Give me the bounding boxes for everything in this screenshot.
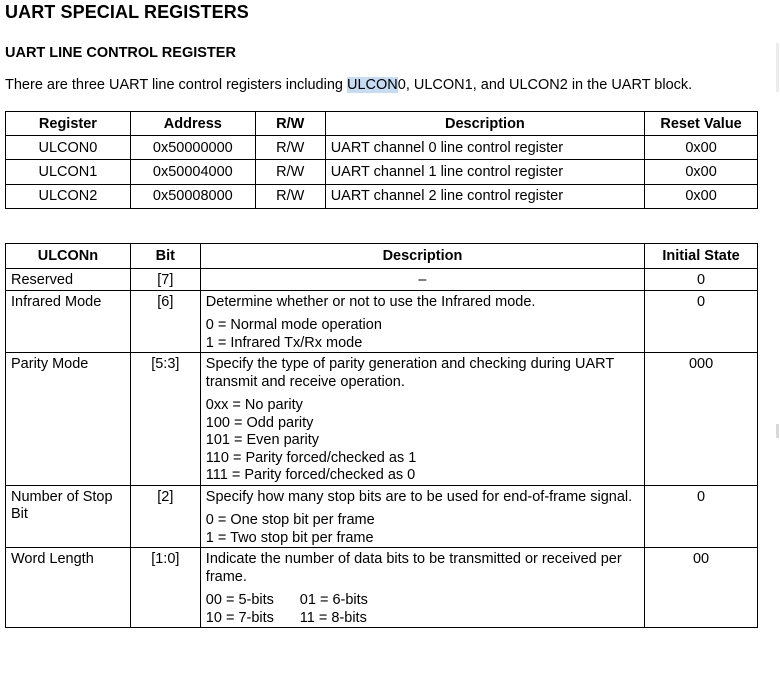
cell-description: UART channel 2 line control register — [325, 184, 644, 208]
section-title: UART LINE CONTROL REGISTER — [5, 45, 236, 61]
option-item: 01 = 6-bits — [299, 592, 368, 608]
cell-initial-state: 0 — [645, 290, 758, 353]
table-row — [6, 136, 758, 160]
header-rw: R/W — [255, 112, 325, 136]
cell-initial-state: 0 — [645, 269, 758, 291]
header-reset-value: Reset Value — [645, 112, 758, 136]
option-item: 111 = Parity forced/checked as 0 — [205, 467, 416, 483]
header-bit: Bit — [130, 244, 200, 269]
option-item: 100 = Odd parity — [205, 414, 314, 431]
header-initial-state: Initial State — [645, 244, 758, 269]
cell-bit: [2] — [130, 485, 200, 548]
cell-rw: R/W — [255, 160, 325, 184]
cell-reset-value: 0x00 — [645, 136, 758, 160]
table-row — [6, 184, 758, 208]
bit-field-table — [5, 243, 758, 628]
option-list — [206, 512, 639, 547]
cell-description: UART channel 1 line control register — [325, 160, 644, 184]
description-text: Specify how many stop bits are to be used for end-of-frame signal. — [205, 488, 633, 505]
option-item: 10 = 7-bits — [205, 609, 274, 626]
cell-field-name: Word Length — [6, 548, 131, 628]
option-item: 11 = 8-bits — [299, 609, 367, 626]
table-row — [6, 269, 758, 291]
option-item: 110 = Parity forced/checked as 1 — [205, 449, 417, 466]
cell-bit: [5:3] — [130, 353, 200, 486]
option-item: 00 = 5-bits — [205, 592, 274, 608]
cell-description — [200, 548, 644, 628]
cell-register: ULCON2 — [6, 184, 131, 208]
cell-bit: [1:0] — [130, 548, 200, 628]
description-text: Specify the type of parity generation and checking during UART transmit and receive operation. — [205, 356, 614, 390]
cell-description — [200, 485, 644, 548]
cell-register: ULCON0 — [6, 136, 131, 160]
table-row — [6, 353, 758, 486]
intro-paragraph — [5, 77, 692, 93]
cell-address: 0x50000000 — [130, 136, 255, 160]
cell-field-name: Parity Mode — [6, 353, 131, 486]
cell-description — [200, 290, 644, 353]
cell-reset-value: 0x00 — [645, 160, 758, 184]
option-list — [206, 317, 639, 352]
cell-address: 0x50008000 — [130, 184, 255, 208]
option-grid — [206, 592, 639, 627]
cell-field-name: Reserved — [6, 269, 131, 291]
table-row — [6, 485, 758, 548]
cell-description — [200, 353, 644, 486]
cell-rw: R/W — [255, 184, 325, 208]
description-text: Determine whether or not to use the Infrared mode. — [205, 293, 536, 310]
option-item: 0 = Normal mode operation — [205, 317, 382, 333]
table-row — [6, 290, 758, 353]
header-description: Description — [325, 112, 644, 136]
cell-field-name: Number of Stop Bit — [6, 485, 131, 548]
bit-table-header — [6, 244, 758, 269]
cell-description: UART channel 0 line control register — [325, 136, 644, 160]
cell-initial-state: 000 — [645, 353, 758, 486]
intro-text-after: 0, ULCON1, and ULCON2 in the UART block. — [397, 77, 693, 93]
search-highlight: ULCON — [347, 77, 398, 93]
register-table — [5, 111, 758, 209]
page-title: UART SPECIAL REGISTERS — [5, 2, 249, 22]
option-item: 0 = One stop bit per frame — [205, 512, 375, 528]
option-item: 0xx = No parity — [205, 397, 303, 413]
header-ulconn: ULCONn — [6, 244, 131, 269]
header-address: Address — [130, 112, 255, 136]
intro-text-before: There are three UART line control registers including — [5, 77, 347, 93]
header-description: Description — [200, 244, 644, 269]
cell-initial-state: 00 — [645, 548, 758, 628]
table-row — [6, 548, 758, 628]
cell-initial-state: 0 — [645, 485, 758, 548]
cell-register: ULCON1 — [6, 160, 131, 184]
scrollbar-track[interactable] — [776, 43, 779, 92]
cell-address: 0x50004000 — [130, 160, 255, 184]
cell-rw: R/W — [255, 136, 325, 160]
scrollbar-thumb[interactable] — [776, 424, 779, 438]
cell-field-name: Infrared Mode — [6, 290, 131, 353]
cell-bit: [6] — [130, 290, 200, 353]
option-item: 1 = Infrared Tx/Rx mode — [205, 334, 363, 351]
register-table-header — [6, 112, 758, 136]
cell-bit: [7] — [130, 269, 200, 291]
option-item: 101 = Even parity — [205, 432, 320, 448]
table-row — [6, 160, 758, 184]
option-list — [206, 397, 639, 485]
option-item: 1 = Two stop bit per frame — [205, 529, 374, 546]
cell-description: – — [200, 269, 644, 291]
description-text: Indicate the number of data bits to be transmitted or received per frame. — [205, 551, 622, 585]
header-register: Register — [6, 112, 131, 136]
cell-reset-value: 0x00 — [645, 184, 758, 208]
